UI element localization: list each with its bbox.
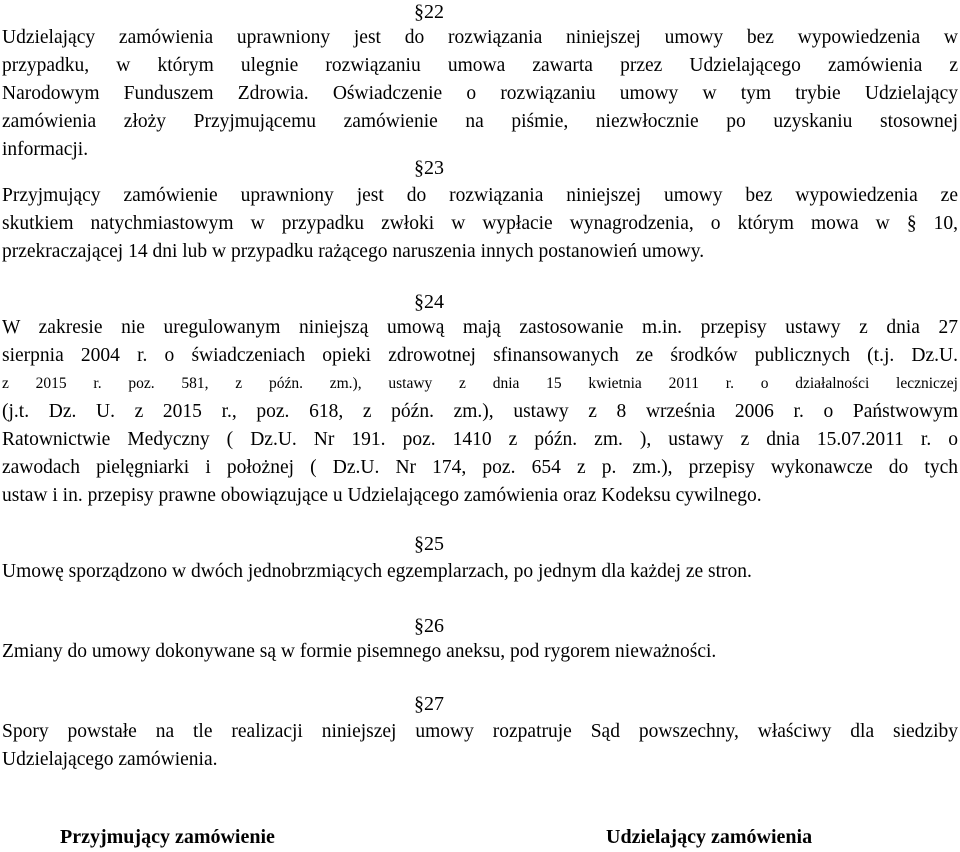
paragraph-line: Umowę sporządzono w dwóch jednobrzmiących egzemplarzach, po jednym dla każdej ze stron. <box>2 561 752 582</box>
section-heading-22: §22 <box>414 1 444 23</box>
paragraph-line: przekraczającej 14 dni lub w przypadku rażącego naruszenia innych postanowień umowy. <box>2 241 705 262</box>
paragraph-line: z 2015 r. poz. 581, z późn. zm.), ustawy z dnia 15 kwietnia 2011 r. o działalności leczniczej <box>2 375 958 392</box>
section-body-26 <box>2 638 958 666</box>
paragraph-line: skutkiem natychmiastowym w przypadku zwłoki w wypłacie wynagrodzenia, o którym mowa w § 10, <box>2 213 958 234</box>
paragraph-line: Spory powstałe na tle realizacji niniejszej umowy rozpatruje Sąd powszechny, właściwy dla siedziby <box>2 721 958 742</box>
paragraph-line: Udzielającego zamówienia. <box>2 749 218 770</box>
paragraph-line: zawodach pielęgniarki i położnej ( Dz.U. Nr 174, poz. 654 z p. zm.), przepisy wykonawcze do tych <box>2 457 958 478</box>
section-heading-27: §27 <box>414 693 444 715</box>
section-heading-25: §25 <box>414 533 444 555</box>
paragraph-line: Udzielający zamówienia uprawniony jest do rozwiązania niniejszej umowy bez wypowiedzenia w <box>2 27 958 48</box>
section-heading-24: §24 <box>414 291 444 313</box>
paragraph-line: sierpnia 2004 r. o świadczeniach opieki zdrowotnej sfinansowanych ze środków publicznych (t.j. Dz.U. <box>2 345 958 366</box>
paragraph-line: ustaw i in. przepisy prawne obowiązujące u Udzielającego zamówienia oraz Kodeksu cywilnego. <box>2 485 762 506</box>
paragraph-line: Ratownictwie Medyczny ( Dz.U. Nr 191. poz. 1410 z późn. zm. ), ustawy z dnia 15.07.2011 r. o <box>2 429 958 450</box>
paragraph-line: (j.t. Dz. U. z 2015 r., poz. 618, z późn. zm.), ustawy z 8 września 2006 r. o Państwowym <box>2 401 958 422</box>
section-body-22 <box>2 24 958 164</box>
section-body-25 <box>2 558 958 586</box>
section-body-24 <box>2 314 958 510</box>
paragraph-line: informacji. <box>2 139 89 160</box>
paragraph-line: W zakresie nie uregulowanym niniejszą umową mają zastosowanie m.in. przepisy ustawy z dnia 27 <box>2 317 958 338</box>
paragraph-line: Przyjmujący zamówienie uprawniony jest do rozwiązania niniejszej umowy bez wypowiedzenia ze <box>2 185 958 206</box>
paragraph-line: Zmiany do umowy dokonywane są w formie pisemnego aneksu, pod rygorem nieważności. <box>2 641 717 662</box>
section-heading-26: §26 <box>414 615 444 637</box>
section-body-27 <box>2 718 958 774</box>
paragraph-line: zamówienia złoży Przyjmującemu zamówienie na piśmie, niezwłocznie po uzyskaniu stosownej <box>2 111 958 132</box>
section-heading-23: §23 <box>414 157 444 179</box>
paragraph-line: Narodowym Funduszem Zdrowia. Oświadczenie o rozwiązaniu umowy w tym trybie Udzielający <box>2 83 958 104</box>
signature-contractor-label: Przyjmujący zamówienie <box>60 826 275 848</box>
section-body-23 <box>2 182 958 266</box>
paragraph-line: przypadku, w którym ulegnie rozwiązaniu umowa zawarta przez Udzielającego zamówienia z <box>2 55 958 76</box>
signature-client-label: Udzielający zamówienia <box>606 826 813 848</box>
